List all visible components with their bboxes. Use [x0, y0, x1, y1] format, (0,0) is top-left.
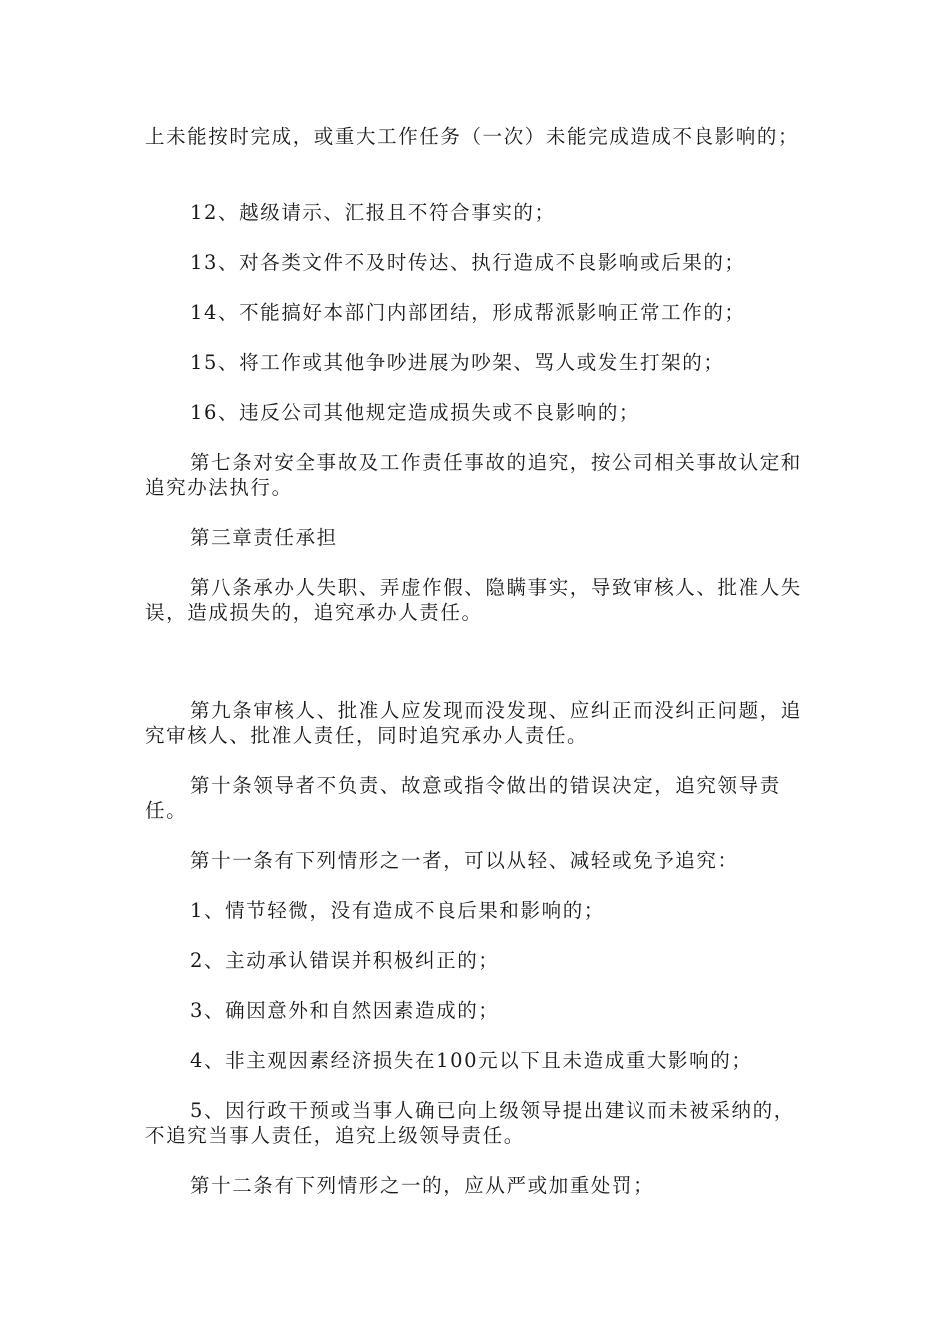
chapter-heading: 第三章责任承担	[190, 526, 338, 549]
paragraph-leniency-5: 5、因行政干预或当事人确已向上级领导提出建议而未被采纳的，不追究当事人责任，追究上级领导责任。	[145, 1099, 795, 1147]
paragraph-continuation: 上未能按时完成，或重大工作任务（一次）未能完成造成不良影响的；	[145, 125, 800, 148]
paragraph-leniency-3: 3、确因意外和自然因素造成的；	[190, 999, 500, 1022]
paragraph-leniency-4: 4、非主观因素经济损失在100元以下且未造成重大影响的；	[190, 1049, 753, 1072]
paragraph-article-10: 第十条领导者不负责、故意或指令做出的错误决定，追究领导责任。	[145, 774, 781, 822]
paragraph-article-9: 第九条审核人、批准人应发现而没发现、应纠正而没纠正问题，追究审核人、批准人责任，同时追究承办人责任。	[145, 699, 802, 747]
paragraph-item-15: 15、将工作或其他争吵进展为吵架、骂人或发生打架的；	[190, 351, 725, 374]
paragraph-article-7: 第七条对安全事故及工作责任事故的追究，按公司相关事故认定和追究办法执行。	[145, 451, 802, 499]
paragraph-item-14: 14、不能搞好本部门内部团结，形成帮派影响正常工作的；	[190, 301, 746, 324]
paragraph-article-12: 第十二条有下列情形之一的，应从严或加重处罚；	[190, 1174, 655, 1197]
paragraph-item-16: 16、违反公司其他规定造成损失或不良影响的；	[190, 401, 641, 424]
paragraph-item-13: 13、对各类文件不及时传达、执行造成不良影响或后果的；	[190, 251, 746, 274]
paragraph-article-11: 第十一条有下列情形之一者，可以从轻、减轻或免予追究：	[190, 849, 739, 872]
paragraph-leniency-2: 2、主动承认错误并积极纠正的；	[190, 949, 500, 972]
paragraph-leniency-1: 1、情节轻微，没有造成不良后果和影响的；	[190, 899, 605, 922]
paragraph-article-8: 第八条承办人失职、弄虚作假、隐瞒事实，导致审核人、批准人失误，造成损失的，追究承办人责任。	[145, 576, 802, 624]
paragraph-item-12: 12、越级请示、汇报且不符合事实的；	[190, 201, 556, 224]
